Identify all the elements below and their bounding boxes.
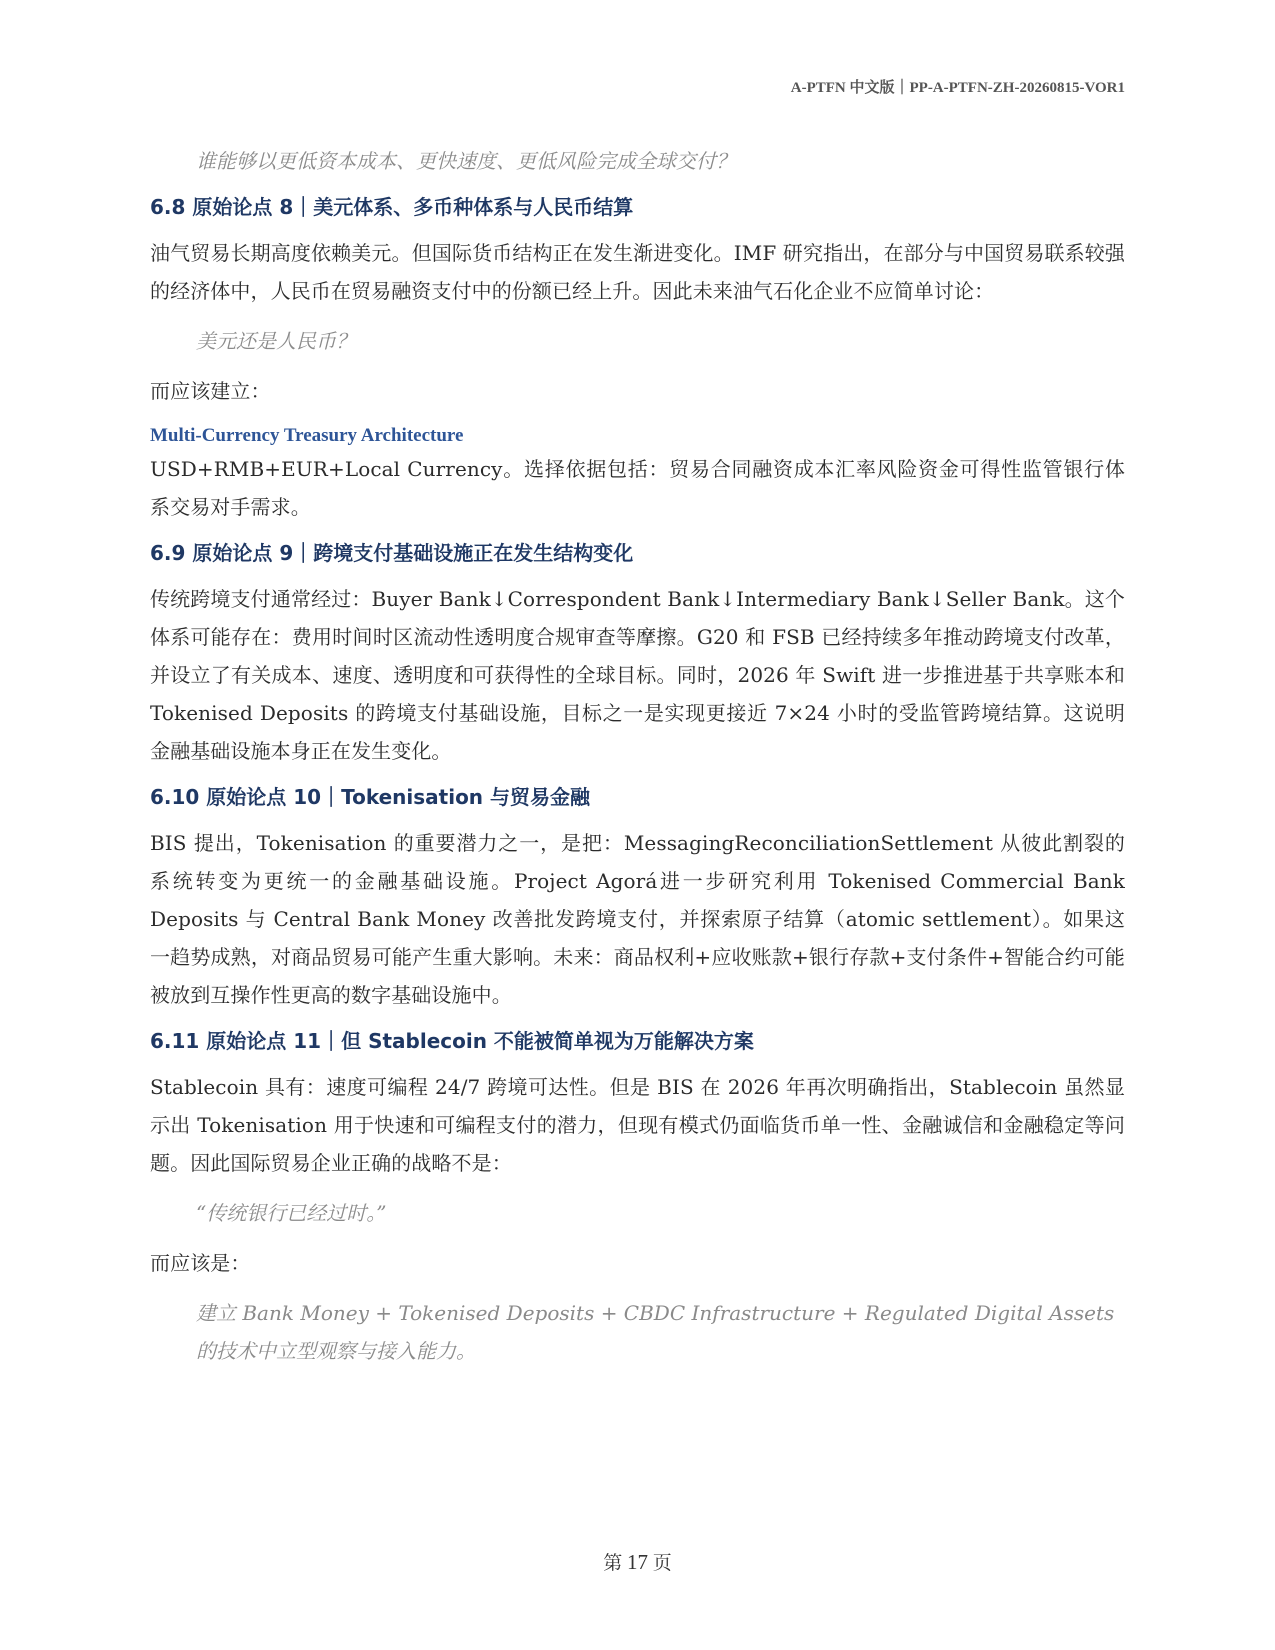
paragraph-currency-basis: USD+RMB+EUR+Local Currency。选择依据包括：贸易合同融资成本汇率风险资金可得性监管银行体系交易对手需求。 xyxy=(150,457,1125,519)
paragraph-6-10: BIS 提出，Tokenisation 的重要潜力之一，是把：MessagingReconciliationSettlement 从彼此割裂的系统转变为更统一的金融基础设施。Project Agorá进一步研究利用 Tokenised Commercial Bank Deposits 与 Central Bank Money 改善批发跨境支付，并探索原子结算（atomic settlement）。如果这一趋势成熟，对商品贸易可能产生重大影响。未来：商品权利+应收账款+银行存款+支付条件+智能合约可能被放到互操作性更高的数字基础设施中。 xyxy=(150,831,1125,1007)
running-header: A-PTFN 中文版｜PP-A-PTFN-ZH-20260815-VOR1 xyxy=(790,80,1125,96)
page-label-suffix: 页 xyxy=(652,1553,672,1574)
page-number: 17 xyxy=(627,1550,648,1574)
paragraph-should-be: 而应该是： xyxy=(150,1251,251,1275)
page-footer xyxy=(0,1548,1275,1575)
paragraph-6-9: 传统跨境支付通常经过：Buyer Bank↓Correspondent Bank↓Intermediary Bank↓Seller Bank。这个体系可能存在：费用时间时区流动性透明度合规审查等摩擦。G20 和 FSB 已经持续多年推动跨境支付改革，并设立了有关成本、速度、透明度和可获得性的全球目标。同时，2026 年 Swift 进一步推进基于共享账本和 Tokenised Deposits 的跨境支付基础设施，目标之一是实现更接近 7×24 小时的受监管跨境结算。这说明金融基础设施本身正在发生变化。 xyxy=(150,587,1125,763)
quote-tech-neutral-capability: 建立 Bank Money + Tokenised Deposits + CBDC Infrastructure + Regulated Digital Assets 的技术中立型观察与接入能力。 xyxy=(196,1301,1115,1363)
section-heading-6-9: 6.9 原始论点 9｜跨境支付基础设施正在发生结构变化 xyxy=(150,541,634,565)
section-heading-6-10: 6.10 原始论点 10｜Tokenisation 与贸易金融 xyxy=(150,785,591,809)
quote-usd-or-rmb: 美元还是人民币？ xyxy=(196,329,356,353)
quote-global-delivery: 谁能够以更低资本成本、更快速度、更低风险完成全球交付？ xyxy=(196,149,736,173)
section-heading-6-8: 6.8 原始论点 8｜美元体系、多币种体系与人民币结算 xyxy=(150,195,634,219)
quote-banks-obsolete: “传统银行已经过时。” xyxy=(196,1201,387,1225)
paragraph-6-8-intro: 油气贸易长期高度依赖美元。但国际货币结构正在发生渐进变化。IMF 研究指出，在部分与中国贸易联系较强的经济体中，人民币在贸易融资支付中的份额已经上升。因此未来油气石化企业不应简单讨论： xyxy=(150,241,1125,303)
paragraph-6-11-intro: Stablecoin 具有：速度可编程 24/7 跨境可达性。但是 BIS 在 2026 年再次明确指出，Stablecoin 虽然显示出 Tokenisation 用于快速和可编程支付的潜力，但现有模式仍面临货币单一性、金融诚信和金融稳定等问题。因此国际贸易企业正确的战略不是： xyxy=(150,1075,1125,1175)
paragraph-should-build: 而应该建立： xyxy=(150,379,271,403)
section-heading-6-11: 6.11 原始论点 11｜但 Stablecoin 不能被简单视为万能解决方案 xyxy=(150,1029,754,1053)
page-label-prefix: 第 xyxy=(603,1553,623,1574)
subheading-multi-currency-treasury: Multi-Currency Treasury Architecture xyxy=(150,425,464,446)
page-content xyxy=(150,142,1125,1370)
